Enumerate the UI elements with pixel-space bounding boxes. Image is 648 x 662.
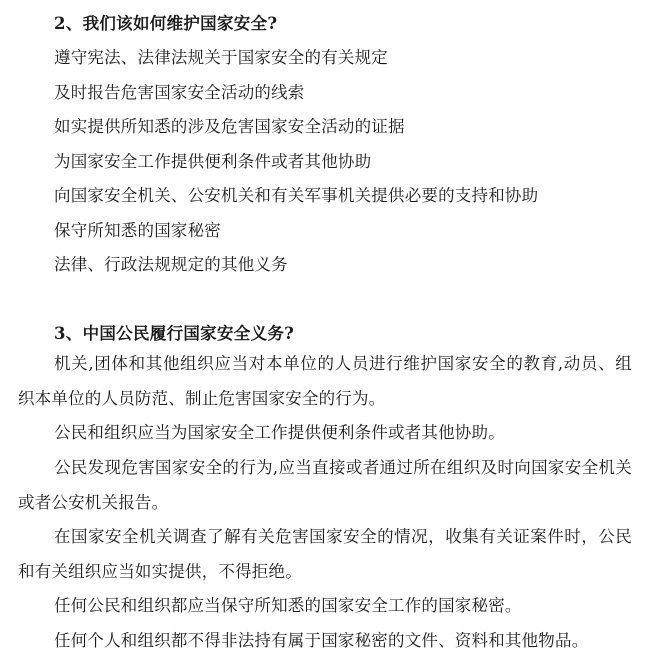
list-item: 向国家安全机关、公安机关和有关军事机关提供必要的支持和协助	[54, 186, 539, 205]
paragraph: 公民和组织应当为国家安全工作提供便利条件或者其他协助。	[54, 423, 505, 442]
paragraph: 在国家安全机关调查了解有关危害国家安全的情况，收集有关证案件时，公民和有关组织应当如实提供，不得拒绝。	[18, 527, 632, 581]
paragraph: 机关,团体和其他组织应当对本单位的人员进行维护国家安全的教育,动员、组织本单位的人员防范、制止危害国家安全的行为。	[18, 354, 632, 408]
list-item: 法律、行政法规规定的其他义务	[54, 255, 288, 274]
paragraph: 任何个人和组织都不得非法持有属于国家秘密的文件、资料和其他物品。	[54, 631, 589, 650]
list-item: 为国家安全工作提供便利条件或者其他协助	[54, 152, 372, 171]
list-item: 保守所知悉的国家秘密	[54, 221, 221, 240]
section-heading-citizen-duties: 3、中国公民履行国家安全义务?	[54, 324, 295, 343]
list-item: 及时报告危害国家安全活动的线索	[54, 83, 305, 102]
paragraph: 公民发现危害国家安全的行为,应当直接或者通过所在组织及时向国家安全机关或者公安机关报告。	[18, 458, 632, 512]
section-heading-maintain-security: 2、我们该如何维护国家安全?	[54, 14, 278, 33]
paragraph: 任何公民和组织都应当保守所知悉的国家安全工作的国家秘密。	[54, 596, 522, 615]
list-item: 如实提供所知悉的涉及危害国家安全活动的证据	[54, 117, 405, 136]
list-item: 遵守宪法、法律法规关于国家安全的有关规定	[54, 48, 388, 67]
